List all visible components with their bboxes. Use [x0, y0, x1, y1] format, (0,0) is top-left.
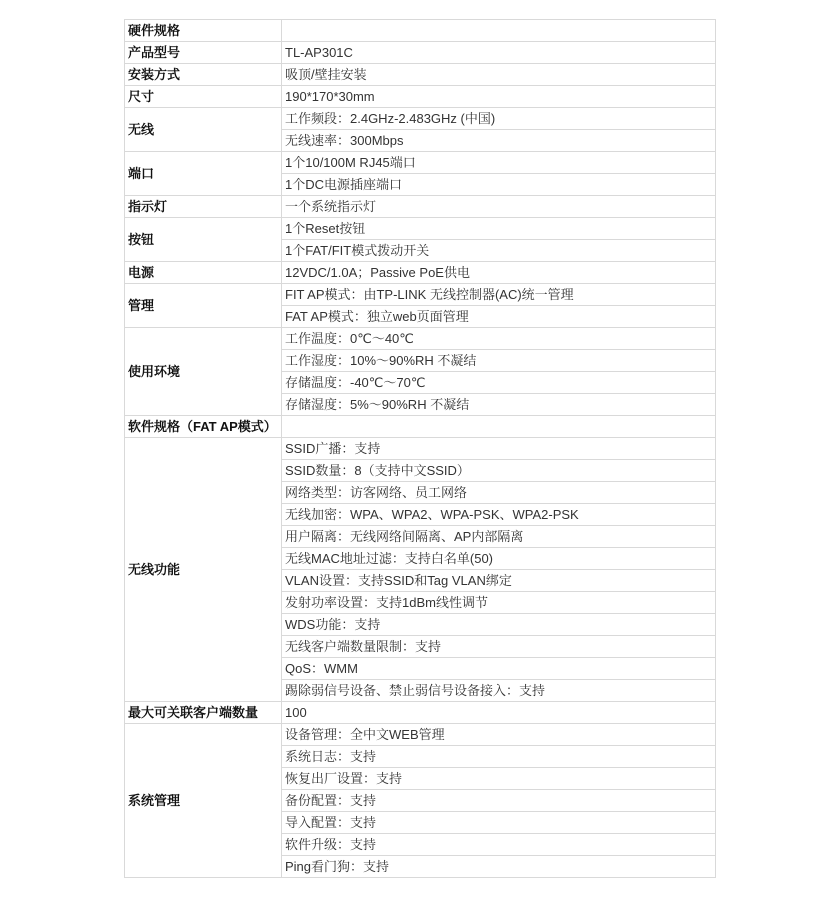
spec-label: 指示灯	[125, 196, 282, 218]
spec-value: 导入配置：支持	[282, 812, 716, 834]
spec-value: TL-AP301C	[282, 42, 716, 64]
spec-label: 软件规格（FAT AP模式）	[125, 416, 282, 438]
spec-value: 发射功率设置：支持1dBm线性调节	[282, 592, 716, 614]
spec-value: 无线速率：300Mbps	[282, 130, 716, 152]
spec-value: 踢除弱信号设备、禁止弱信号设备接入：支持	[282, 680, 716, 702]
spec-value: 工作湿度：10%～90%RH 不凝结	[282, 350, 716, 372]
spec-value: 备份配置：支持	[282, 790, 716, 812]
spec-value: QoS：WMM	[282, 658, 716, 680]
spec-label: 最大可关联客户端数量	[125, 702, 282, 724]
spec-value: 100	[282, 702, 716, 724]
table-row	[125, 152, 716, 174]
table-row	[125, 108, 716, 130]
spec-label: 电源	[125, 262, 282, 284]
table-row	[125, 42, 716, 64]
spec-value: 12VDC/1.0A；Passive PoE供电	[282, 262, 716, 284]
spec-label: 端口	[125, 152, 282, 196]
spec-value: 恢复出厂设置：支持	[282, 768, 716, 790]
spec-value: 一个系统指示灯	[282, 196, 716, 218]
spec-value	[282, 20, 716, 42]
spec-value: 无线加密：WPA、WPA2、WPA-PSK、WPA2-PSK	[282, 504, 716, 526]
spec-value: 吸顶/壁挂安装	[282, 64, 716, 86]
spec-value: 系统日志：支持	[282, 746, 716, 768]
spec-value: 软件升级：支持	[282, 834, 716, 856]
spec-label: 使用环境	[125, 328, 282, 416]
spec-value: 存储温度：-40℃～70℃	[282, 372, 716, 394]
spec-value: 存储湿度：5%～90%RH 不凝结	[282, 394, 716, 416]
spec-value: SSID数量：8（支持中文SSID）	[282, 460, 716, 482]
spec-label: 产品型号	[125, 42, 282, 64]
table-row	[125, 20, 716, 42]
spec-label: 管理	[125, 284, 282, 328]
spec-label: 系统管理	[125, 724, 282, 878]
spec-value: WDS功能：支持	[282, 614, 716, 636]
spec-value: FAT AP模式：独立web页面管理	[282, 306, 716, 328]
spec-value: 1个10/100M RJ45端口	[282, 152, 716, 174]
table-row	[125, 284, 716, 306]
spec-value: 190*170*30mm	[282, 86, 716, 108]
spec-value: 用户隔离：无线网络间隔离、AP内部隔离	[282, 526, 716, 548]
spec-value: Ping看门狗：支持	[282, 856, 716, 878]
spec-value: 网络类型：访客网络、员工网络	[282, 482, 716, 504]
spec-value: FIT AP模式：由TP-LINK 无线控制器(AC)统一管理	[282, 284, 716, 306]
spec-value: 1个FAT/FIT模式拨动开关	[282, 240, 716, 262]
table-row	[125, 86, 716, 108]
spec-label: 无线	[125, 108, 282, 152]
spec-label: 安装方式	[125, 64, 282, 86]
table-row	[125, 64, 716, 86]
spec-value: SSID广播：支持	[282, 438, 716, 460]
table-row	[125, 416, 716, 438]
spec-table	[124, 19, 716, 878]
spec-table-body	[125, 20, 716, 878]
table-row	[125, 438, 716, 460]
spec-label: 按钮	[125, 218, 282, 262]
spec-value: 工作温度：0℃～40℃	[282, 328, 716, 350]
spec-value: 无线MAC地址过滤：支持白名单(50)	[282, 548, 716, 570]
spec-value: 1个DC电源插座端口	[282, 174, 716, 196]
spec-value: VLAN设置：支持SSID和Tag VLAN绑定	[282, 570, 716, 592]
table-row	[125, 724, 716, 746]
spec-value: 设备管理：全中文WEB管理	[282, 724, 716, 746]
spec-value: 无线客户端数量限制：支持	[282, 636, 716, 658]
spec-label: 硬件规格	[125, 20, 282, 42]
table-row	[125, 262, 716, 284]
spec-label: 尺寸	[125, 86, 282, 108]
table-row	[125, 328, 716, 350]
table-row	[125, 702, 716, 724]
spec-label: 无线功能	[125, 438, 282, 702]
table-row	[125, 196, 716, 218]
spec-value: 工作频段：2.4GHz-2.483GHz (中国)	[282, 108, 716, 130]
table-row	[125, 218, 716, 240]
spec-value	[282, 416, 716, 438]
spec-value: 1个Reset按钮	[282, 218, 716, 240]
